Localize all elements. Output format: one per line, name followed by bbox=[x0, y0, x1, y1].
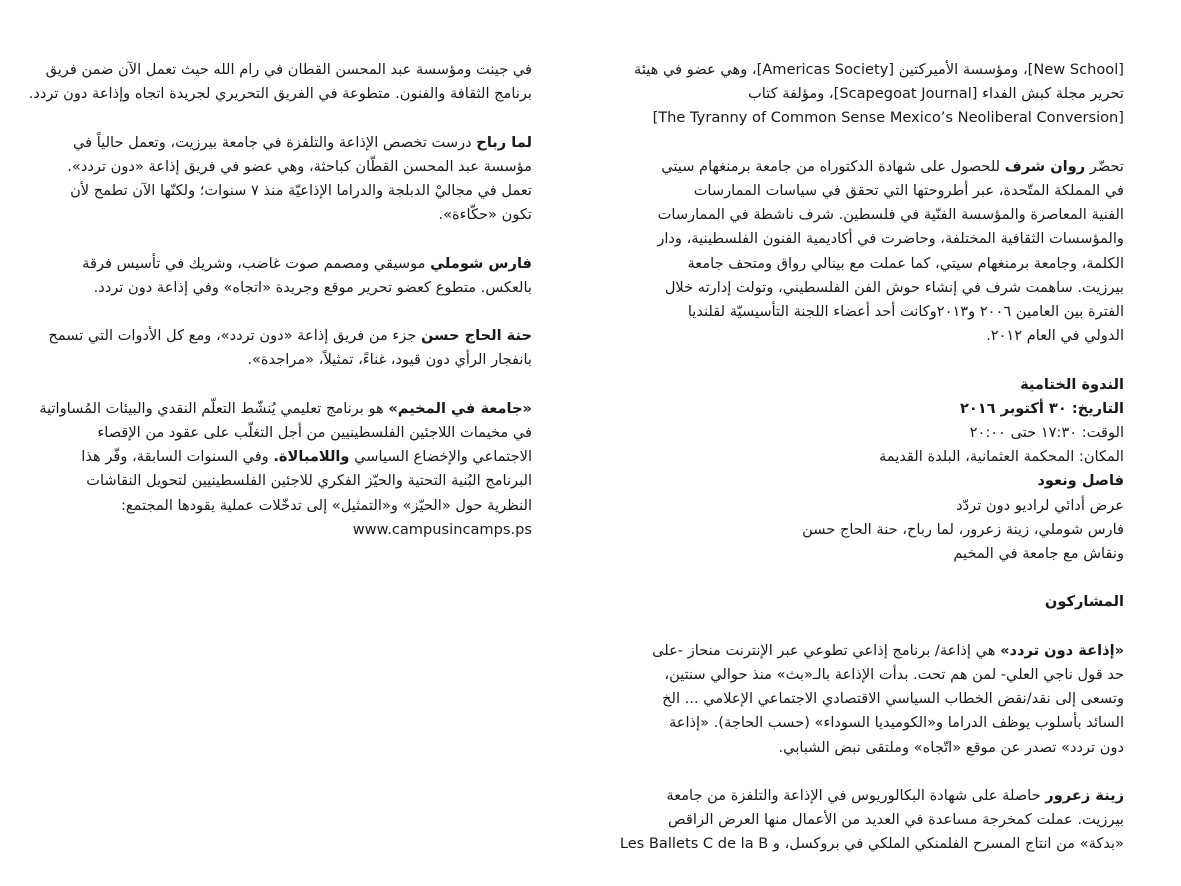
bio-text: للحصول على شهادة الدكتوراه من جامعة برمنغهام سيتي bbox=[661, 157, 1001, 175]
text-line: بالعكس. متطوع كعضو تحرير موقع وجريدة «اتجاه» وفي إذاعة دون تردد. bbox=[93, 278, 532, 296]
entry-name: «إذاعة دون تردد» bbox=[1000, 641, 1124, 659]
text-line bbox=[48, 324, 532, 348]
url-text: www.campusincamps.ps bbox=[352, 520, 532, 538]
zeina-continued bbox=[28, 58, 532, 106]
zeina-entry bbox=[619, 784, 1124, 857]
text-line: الدولي في العام ٢٠١٢. bbox=[986, 327, 1124, 345]
entry-name: «جامعة في المخيم» bbox=[388, 399, 532, 417]
text-line: السائد بأسلوب يوظف الدراما و«الكوميديا السوداء» (حسب الحاجة). «إذاعة bbox=[668, 714, 1124, 732]
entry-name: فارس شوملي bbox=[430, 254, 532, 272]
text-line bbox=[64, 445, 532, 469]
closing-event bbox=[650, 373, 1124, 567]
text-line bbox=[650, 155, 1124, 179]
text-line: دون تردد» تصدر عن موقع «اتّجاه» وملتقى نبض الشبابي. bbox=[778, 738, 1124, 756]
entry-text: الاجتماعي والإخضاع السياسي bbox=[354, 448, 532, 466]
fares-entry bbox=[64, 252, 532, 300]
entry-text: وفي السنوات السابقة، وفّر هذا bbox=[81, 448, 274, 466]
entry-emphasis: واللامبالاة. bbox=[273, 448, 350, 466]
event-time: الوقت: ١٧:٣٠ حتى ٢٠:٠٠ bbox=[969, 424, 1124, 442]
text-line: الفنية المعاصرة والمؤسسة الفنّية في فلسطين. شرف ناشطة في الممارسات bbox=[657, 206, 1124, 224]
entry-text: جزء من فريق إذاعة «دون تردد»، ومع كل الأدوات التي تسمح bbox=[48, 327, 417, 345]
text-line: بيرزيت. ساهمت شرف في إنشاء حوش الفن الفلسطيني، وتولت إدارته خلال bbox=[664, 278, 1124, 296]
entry-text: درست تخصص الإذاعة والتلفزة في جامعة بيرزيت، وتعمل حالياً في bbox=[72, 133, 472, 151]
entry-name: زينة زعرور bbox=[1045, 787, 1124, 805]
entry-name: لما رباح bbox=[476, 133, 532, 151]
entry-text: موسيقي ومصمم صوت غاضب، وشريك في تأسيس فرقة bbox=[82, 254, 426, 272]
text-line bbox=[64, 131, 532, 155]
rawan-bio bbox=[650, 155, 1124, 349]
text-line: في المملكة المتّحدة، عبر أطروحتها التي تحقق في سياسات الممارسات bbox=[693, 182, 1124, 199]
entry-name: حنة الحاج حسن bbox=[421, 327, 532, 345]
entry-text: حاصلة على شهادة البكالوريوس في الإذاعة والتلفزة من جامعة bbox=[666, 787, 1041, 805]
text-line: «بدكة» من انتاج المسرح الفلمنكي الملكي في بروكسل، و Les Ballets C de la B bbox=[619, 835, 1124, 853]
event-subheading: فاصل ونعود bbox=[1037, 472, 1124, 490]
lama-entry bbox=[64, 131, 532, 228]
event-heading: الندوة الختامية bbox=[1020, 375, 1124, 393]
text-line: الكلمة، وجامعة برمنغهام سيتي، كما عملت مع بينالي رواق ومتحف جامعة bbox=[687, 254, 1124, 272]
text-line: تحرير مجلة كبش الفداء [Scapegoat Journal]، ومؤلفة كتاب bbox=[748, 85, 1124, 103]
participants-section bbox=[650, 590, 1124, 614]
text-line: [New School]، ومؤسسة الأميركتين [Americas Society]، وهي عضو في هيئة bbox=[634, 61, 1124, 78]
text-line: تكون «حكّاءة». bbox=[438, 206, 532, 224]
participants-heading: المشاركون bbox=[1044, 593, 1124, 611]
bio-name: روان شرف bbox=[1004, 157, 1086, 175]
text-line: البرنامج البُنية التحتية والحيّز الفكري للاجئين الفلسطينيين لتحويل النقاشات bbox=[86, 472, 532, 490]
bio-lead: تحضّر bbox=[1089, 157, 1124, 175]
entry-text: هي إذاعة/ برنامج إذاعي تطوعي عبر الإنترنت منحاز -على bbox=[652, 641, 996, 659]
text-line: بيرزيت. عملت كمخرجة مساعدة في العديد من الأعمال منها العرض الراقص bbox=[668, 811, 1124, 829]
left-column bbox=[28, 58, 532, 542]
text-line bbox=[64, 252, 532, 276]
text-line bbox=[650, 784, 1124, 808]
text-line: الفترة بين العامين ٢٠٠٦ و٢٠١٣وكانت أحد أعضاء اللجنة التأسيسيّة لقلنديا bbox=[687, 303, 1124, 321]
campus-entry bbox=[39, 397, 532, 542]
text-line bbox=[650, 639, 1124, 663]
radio-entry bbox=[650, 639, 1124, 760]
intro-paragraph bbox=[634, 58, 1124, 131]
text-line: في مخيمات اللاجئين الفلسطينيين من أجل التغلّب على عقود من الإقصاء bbox=[97, 423, 532, 441]
text-line: برنامج الثقافة والفنون. متطوعة في الفريق التحريري لجريدة اتجاه وإذاعة دون تردد. bbox=[28, 85, 532, 103]
entry-text: هو برنامج تعليمي يُنشّط التعلّم النقدي والبيئات المُساواتية bbox=[39, 399, 384, 417]
text-line: والمؤسسات الثقافية المختلفة، وحاضرت في أكاديمية الفنون الفلسطينية، ودار bbox=[657, 230, 1124, 248]
right-column bbox=[619, 58, 1124, 857]
hanna-entry bbox=[48, 324, 532, 372]
text-line bbox=[39, 397, 532, 421]
text-line: فارس شوملي، زينة زعرور، لما رباح، حنة الحاج حسن bbox=[802, 520, 1124, 538]
event-place: المكان: المحكمة العثمانية، البلدة القديمة bbox=[878, 448, 1124, 466]
text-line: [The Tyranny of Common Sense Mexico’s Neoliberal Conversion] bbox=[652, 109, 1124, 127]
text-line: ونقاش مع جامعة في المخيم bbox=[953, 545, 1124, 563]
event-date: التاريخ: ٣٠ أكتوبر ٢٠١٦ bbox=[959, 399, 1124, 417]
website-url bbox=[64, 518, 532, 542]
text-line: النظرية حول «الحيّز» و«التمثيل» إلى تدخّلات عملية يقودها المجتمع: bbox=[121, 496, 532, 514]
text-line: مؤسسة عبد المحسن القطّان كباحثة، وهي عضو في فريق إذاعة «دون تردد». bbox=[67, 157, 532, 175]
text-line: تعمل في مجاليْ الدبلجة والدراما الإذاعيّة منذ ٧ سنوات؛ ولكنّها الآن تطمح لأن bbox=[70, 182, 532, 199]
text-line: حد قول ناجي العلي- لمن هم تحت. بدأت الإذاعة بالـ«بث» منذ حوالي سنتين، bbox=[664, 666, 1124, 684]
text-line: بانفجار الرأي دون قيود، غناءً، تمثيلاً، «مراجدة». bbox=[247, 351, 532, 369]
text-line: في جينت ومؤسسة عبد المحسن القطان في رام الله حيث تعمل الآن ضمن فريق bbox=[45, 61, 532, 78]
text-line: عرض أدائي لراديو دون تردّد bbox=[956, 496, 1124, 514]
text-line: وتسعى إلى نقد/نقض الخطاب السياسي الاقتصادي الاجتماعي الإعلامي ... الخ bbox=[662, 690, 1124, 708]
